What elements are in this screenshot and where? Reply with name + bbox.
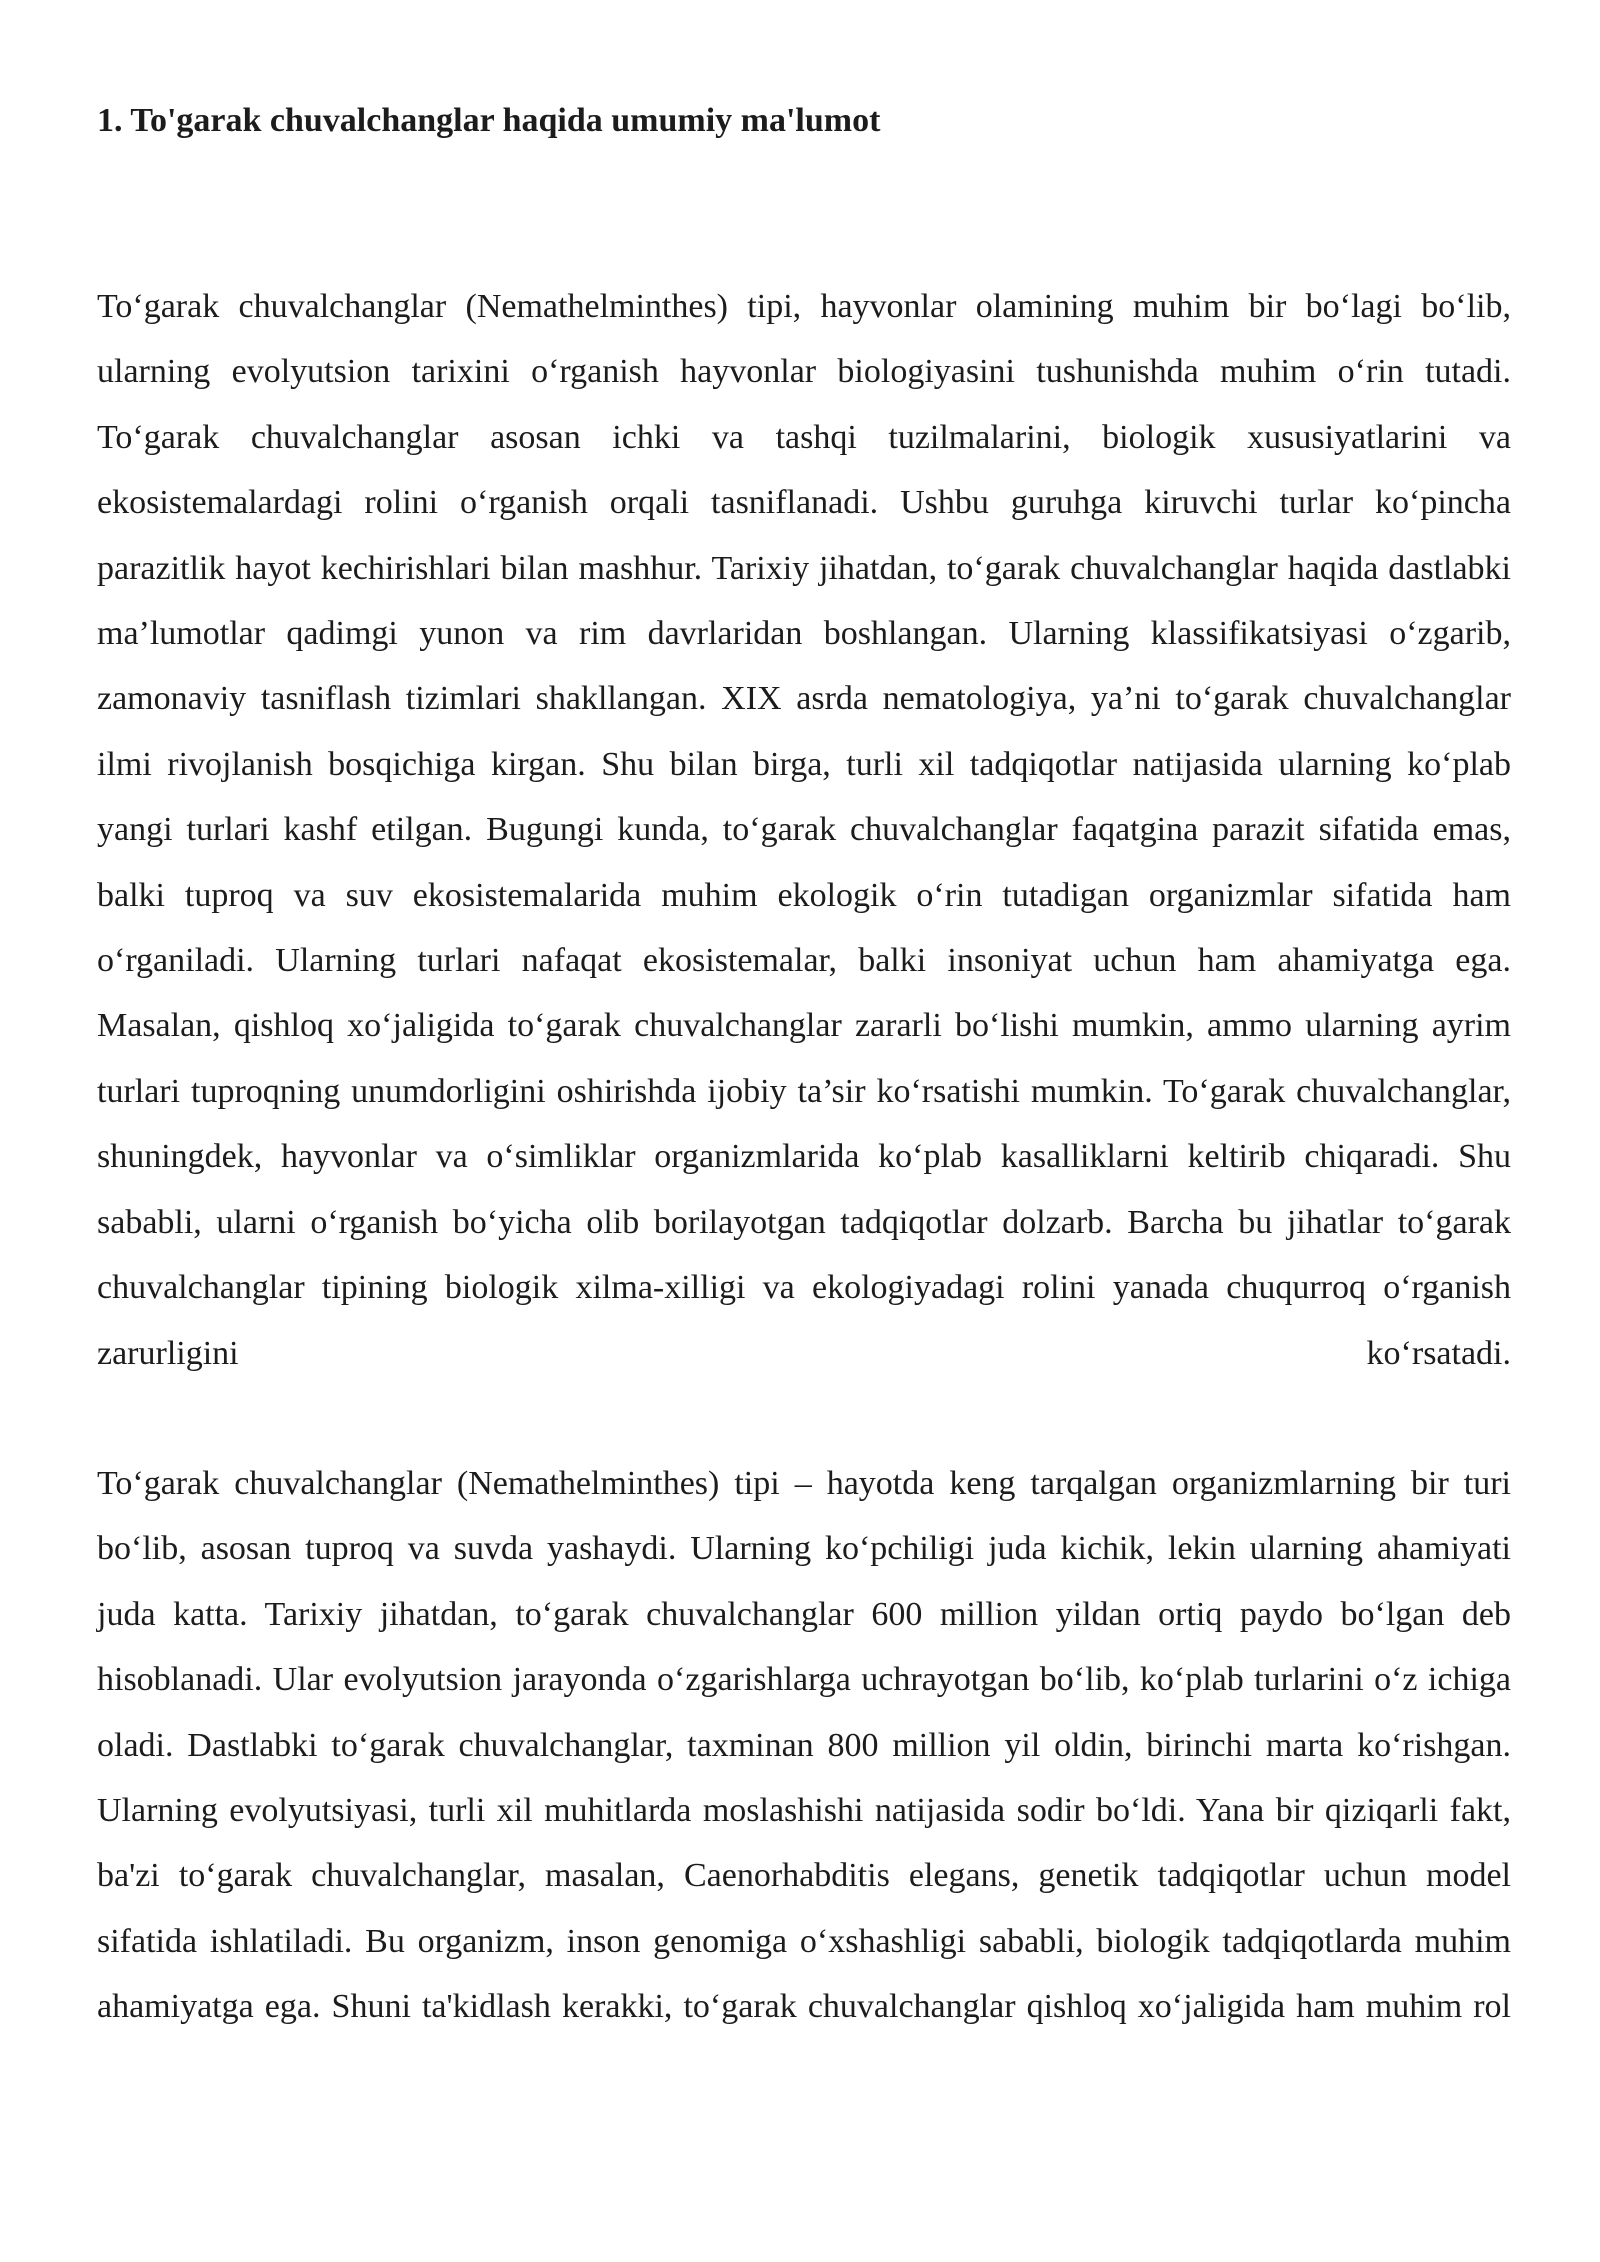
paragraph-history: To‘garak chuvalchanglar (Nemathelminthes) tipi – hayotda keng tarqalgan organizmlarning bir turi bo‘lib, asosan tuproq va suvda yashaydi. Ularning ko‘pchiligi juda kichik, lekin ularning ahamiyati juda katta. Tarixiy jihatdan, to‘garak chuvalchanglar 600 million yildan ortiq paydo bo‘lgan deb hisoblanadi. Ular evolyutsion jarayonda o‘zgarishlarga uchrayotgan bo‘lib, ko‘plab turlarini o‘z ichiga oladi. Dastlabki to‘garak chuvalchanglar, taxminan 800 million yil oldin, birinchi marta ko‘rishgan. Ularning evolyutsiyasi, turli xil muhitlarda moslashishi natijasida sodir bo‘ldi. Yana bir qiziqarli fakt, ba'zi to‘garak chuvalchanglar, masalan, Caenorhabditis elegans, genetik tadqiqotlar uchun model sifatida ishlatiladi. Bu organizm, inson genomiga o‘xshashligi sababli, biologik tadqiqotlarda muhim ahamiyatga ega. Shuni ta'kidlash kerakki, to‘garak chuvalchanglar qishloq xo‘jaligida ham muhim rol <box>97 1464 1511 2026</box>
paragraph-intro: To‘garak chuvalchanglar (Nemathelminthes) tipi, hayvonlar olamining muhim bir bo‘lagi bo‘lib, ularning evolyutsion tarixini o‘rganish hayvonlar biologiyasini tushunishda muhim o‘rin tutadi. To‘garak chuvalchanglar asosan ichki va tashqi tuzilmalarini, biologik xususiyatlarini va ekosistemalardagi rolini o‘rganish orqali tasniflanadi. Ushbu guruhga kiruvchi turlar ko‘pincha parazitlik hayot kechirishlari bilan mashhur. Tarixiy jihatdan, to‘garak chuvalchanglar haqida dastlabki ma’lumotlar qadimgi yunon va rim davrlaridan boshlangan. Ularning klassifikatsiyasi o‘zgarib, zamonaviy tasniflash tizimlari shakllangan. XIX asrda nematologiya, ya’ni to‘garak chuvalchanglar ilmi rivojlanish bosqichiga kirgan. Shu bilan birga, turli xil tadqiqotlar natijasida ularning ko‘plab yangi turlari kashf etilgan. Bugungi kunda, to‘garak chuvalchanglar faqatgina parazit sifatida emas, balki tuproq va suv ekosistemalarida muhim ekologik o‘rin tutadigan organizmlar sifatida ham o‘rganiladi. Ularning turlari nafaqat ekosistemalar, balki insoniyat uchun ham ahamiyatga ega. Masalan, qishloq xo‘jaligida to‘garak chuvalchanglar zararli bo‘lishi mumkin, ammo ularning ayrim turlari tuproqning unumdorligini oshirishda ijobiy ta’sir ko‘rsatishi mumkin. To‘garak chuvalchanglar, shuningdek, hayvonlar va o‘simliklar organizmlarida ko‘plab kasalliklarni keltirib chiqaradi. Shu sababli, ularni o‘rganish bo‘yicha olib borilayotgan tadqiqotlar dolzarb. Barcha bu jihatlar to‘garak chuvalchanglar tipining biologik xilma-xilligi va ekologiyadagi rolini yanada chuqurroq o‘rganish zarurligini ko‘rsatadi. <box>97 288 1511 1372</box>
document-content <box>97 96 1511 2040</box>
section-heading: 1. To'garak chuvalchanglar haqida umumiy ma'lumot <box>97 102 881 139</box>
